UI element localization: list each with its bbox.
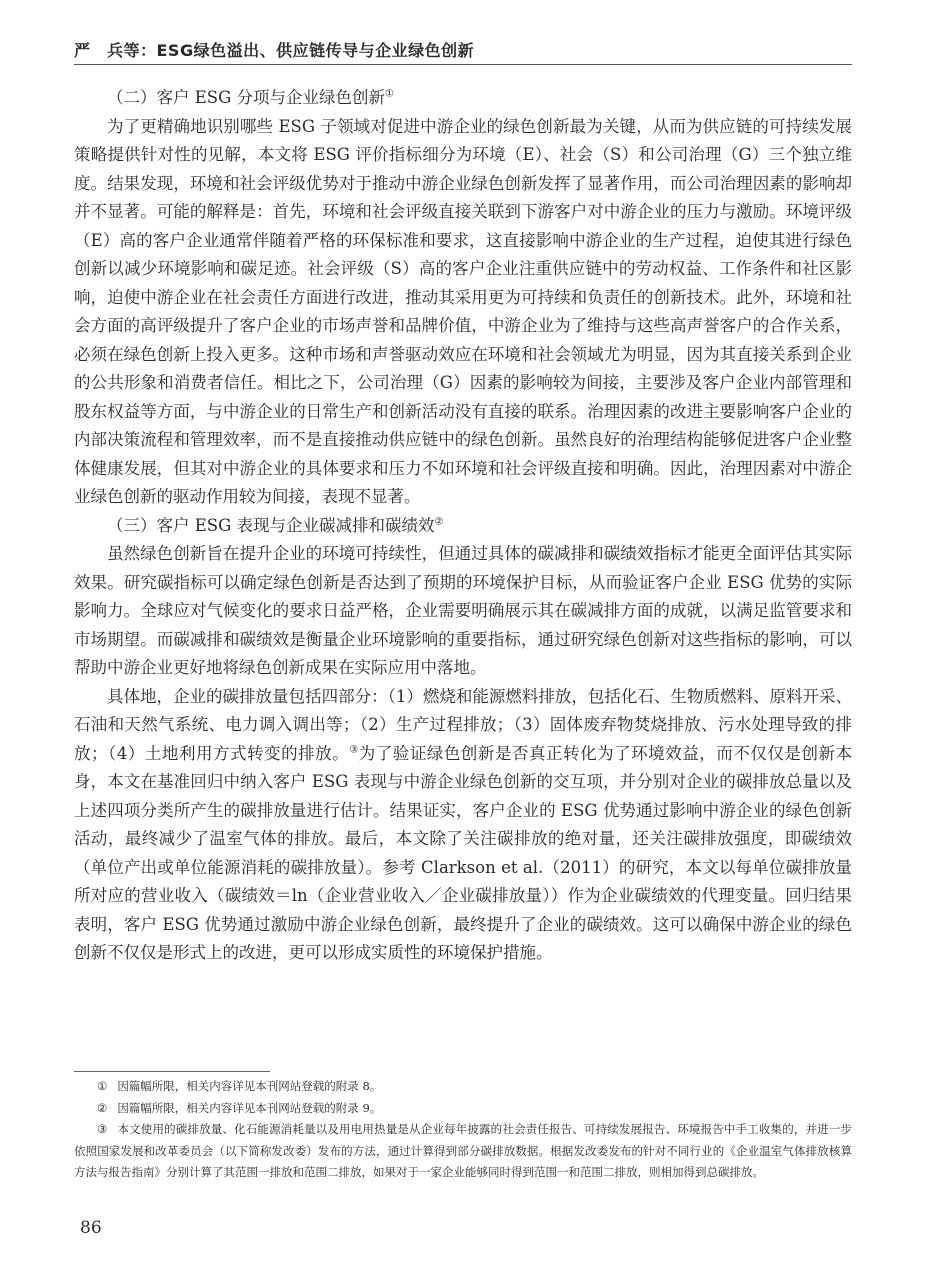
footnote-ref-2[interactable]: ② (434, 516, 444, 527)
footnote-ref-3[interactable]: ③ (349, 744, 359, 755)
section-heading-carbon-performance (74, 512, 852, 541)
paragraph-text: 具体地，企业的碳排放量包括四部分：（1）燃烧和能源燃料排放，包括化石、生物质燃料、原料开采、石油和天然气系统、电力调入调出等；（2）生产过程排放；（3）固体废弃物焚烧排放、污水处理导致的排放；（4）土地利用方式转变的排放。 (74, 686, 852, 763)
running-header: 严 兵等：ESG绿色溢出、供应链传导与企业绿色创新 (74, 41, 475, 60)
footnote (74, 1098, 852, 1120)
page-number: 86 (80, 1218, 102, 1238)
footnote-text: 本文使用的碳排放量、化石能源消耗量以及用电用热量是从企业每年披露的社会责任报告、可持续发展报告、环境报告中手工收集的，并进一步依照国家发展和改革委员会（以下简称发改委）发布的方法，通过计算得到部分碳排放数据。根据发改委发布的针对不同行业的《企业温室气体排放核算方法与报告指南》分别计算了其范围一排放和范围二排放，如果对于一家企业能够同时得到范围一和范围二排放，则相加得到总碳排放。 (74, 1122, 853, 1179)
paragraph: 为了更精确地识别哪些 ESG 子领域对促进中游企业的绿色创新最为关键，从而为供应链的可持续发展策略提供针对性的见解，本文将 ESG 评价指标细分为环境（E）、社会（S）和公司治理（G）三个独立维度。结果发现，环境和社会评级优势对于推动中游企业绿色创新发挥了显著作用，而公司治理因素的影响却并不显著。可能的解释是：首先，环境和社会评级直接关联到下游客户对中游企业的压力与激励。环境评级（E）高的客户企业通常伴随着严格的环保标准和要求，这直接影响中游企业的生产过程，迫使其进行绿色创新以减少环境影响和碳足迹。社会评级（S）高的客户企业注重供应链中的劳动权益、工作条件和社区影响，迫使中游企业在社会责任方面进行改进，推动其采用更为可持续和负责任的创新技术。此外，环境和社会方面的高评级提升了客户企业的市场声誉和品牌价值，中游企业为了维持与这些高声誉客户的合作关系，必须在绿色创新上投入更多。这种市场和声誉驱动效应在环境和社会领域尤为明显，因为其直接关系到企业的公共形象和消费者信任。相比之下，公司治理（G）因素的影响较为间接，主要涉及客户企业内部管理和股东权益等方面，与中游企业的日常生产和创新活动没有直接的联系。治理因素的改进主要影响客户企业的内部决策流程和管理效率，而不是直接推动供应链中的绿色创新。虽然良好的治理结构能够促进客户企业整体健康发展，但其对中游企业的具体要求和压力不如环境和社会评级直接和明确。因此，治理因素对中游企业绿色创新的驱动作用较为间接，表现不显著。 (74, 116, 852, 506)
footnote (74, 1119, 852, 1184)
section-heading-text: （二）客户 ESG 分项与企业绿色创新 (107, 88, 386, 107)
footnote-text: 因篇幅所限，相关内容详见本刊网站登载的附录 9。 (117, 1100, 382, 1115)
footnote-text: 因篇幅所限，相关内容详见本刊网站登载的附录 8。 (117, 1079, 382, 1093)
footnote-mark: ③ (97, 1122, 108, 1136)
section-heading-text: （三）客户 ESG 表现与企业碳减排和碳绩效 (107, 515, 435, 535)
footnote-mark: ① (97, 1079, 108, 1093)
article-body (74, 84, 852, 968)
footnote-mark: ② (97, 1100, 108, 1115)
footnote (74, 1076, 852, 1098)
footnote-rule (74, 1071, 270, 1072)
footnote-ref-1[interactable]: ① (385, 88, 394, 100)
section-heading-customer-esg-components (74, 84, 852, 113)
footnotes (74, 1076, 852, 1184)
header-rule (74, 64, 852, 65)
paragraph (74, 683, 852, 968)
paragraph-text: 为了验证绿色创新是否真正转化为了环境效益，而不仅仅是创新本身，本文在基准回归中纳入客户 ESG 表现与中游企业绿色创新的交互项，并分别对企业的碳排放总量以及上述四项分类所产生的碳排放量进行估计。结果证实，客户企业的 ESG 优势通过影响中游企业的绿色创新活动，最终减少了温室气体的排放。最后，本文除了关注碳排放的绝对量，还关注碳排放强度，即碳绩效（单位产出或单位能源消耗的碳排放量）。参考 Clarkson et al.（2011）的研究，本文以每单位碳排放量所对应的营业收入（碳绩效＝ln（企业营业收入／企业碳排放量））作为企业碳绩效的代理变量。回归结果表明，客户 ESG 优势通过激励中游企业绿色创新，最终提升了企业的碳绩效。这可以确保中游企业的绿色创新不仅仅是形式上的改进，更可以形成实质性的环境保护措施。 (74, 743, 853, 962)
paragraph: 虽然绿色创新旨在提升企业的环境可持续性，但通过具体的碳减排和碳绩效指标才能更全面评估其实际效果。研究碳指标可以确定绿色创新是否达到了预期的环境保护目标，从而验证客户企业 ESG 优势的实际影响力。全球应对气候变化的要求日益严格，企业需要明确展示其在碳减排方面的成就，以满足监管要求和市场期望。而碳减排和碳绩效是衡量企业环境影响的重要指标，通过研究绿色创新对这些指标的影响，可以帮助中游企业更好地将绿色创新成果在实际应用中落地。 (74, 544, 852, 677)
